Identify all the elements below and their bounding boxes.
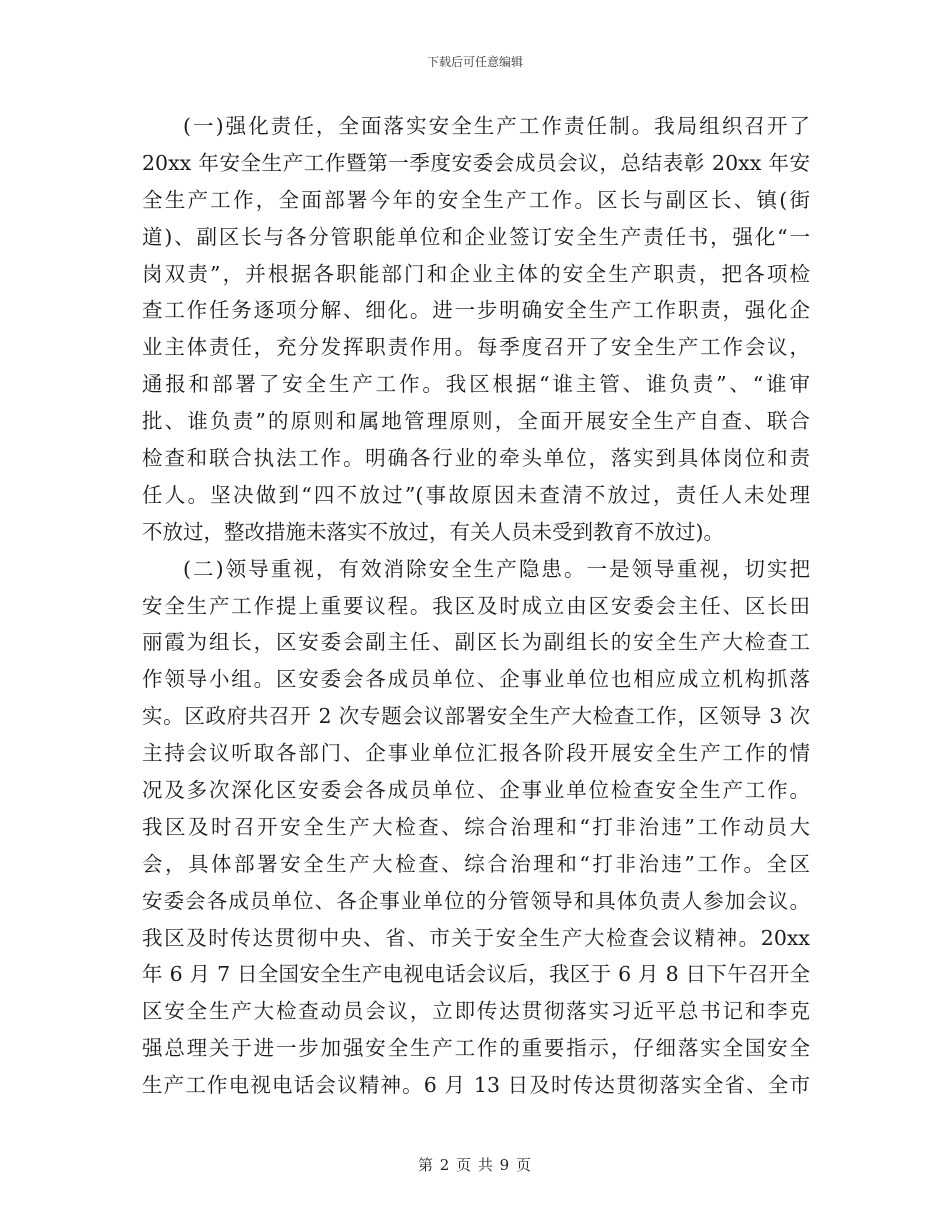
paragraph-line: 实。区政府共召开 2 次专题会议部署安全生产大检查工作，区领导 3 次 — [142, 704, 810, 729]
paragraph-line: 20xx 年安全生产工作暨第一季度安委会成员会议，总结表彰 20xx 年安 — [142, 150, 810, 175]
paragraph-line: (一)强化责任，全面落实安全生产工作责任制。我局组织召开了 — [183, 114, 810, 138]
paragraph-line: 我区及时召开安全生产大检查、综合治理和“打非治违”工作动员大 — [142, 814, 810, 839]
paragraph-line: 安委会各成员单位、各企事业单位的分管领导和具体负责人参加会议。 — [142, 888, 810, 913]
paragraph-line: 会，具体部署安全生产大检查、综合治理和“打非治违”工作。全区 — [142, 851, 810, 876]
paragraph-line: 丽霞为组长，区安委会副主任、副区长为副组长的安全生产大检查工 — [142, 630, 810, 655]
paragraph-line: 道)、副区长与各分管职能单位和企业签订安全生产责任书，强化“一 — [142, 224, 810, 249]
paragraph-line: 全生产工作，全面部署今年的安全生产工作。区长与副区长、镇(街 — [142, 187, 810, 212]
paragraph-line: 批、谁负责”的原则和属地管理原则，全面开展安全生产自查、联合 — [142, 409, 810, 434]
paragraph-line: 区安全生产大检查动员会议，立即传达贯彻落实习近平总书记和李克 — [142, 999, 810, 1024]
paragraph-line: 生产工作电视电话会议精神。6 月 13 日及时传达贯彻落实全省、全市 — [142, 1073, 810, 1098]
paragraph-line: 查工作任务逐项分解、细化。进一步明确安全生产工作职责，强化企 — [142, 298, 810, 323]
paragraph-line: 我区及时传达贯彻中央、省、市关于安全生产大检查会议精神。20xx — [142, 925, 810, 950]
page-header-note: 下载后可任意编辑 — [426, 55, 523, 69]
document-body — [142, 108, 810, 1104]
paragraph-line: 年 6 月 7 日全国安全生产电视电话会议后，我区于 6 月 8 日下午召开全 — [142, 962, 810, 987]
paragraph-line: 任人。坚决做到“四不放过”(事故原因未查清不放过，责任人未处理 — [142, 482, 810, 507]
paragraph-line: 安全生产工作提上重要议程。我区及时成立由区安委会主任、区长田 — [142, 593, 810, 618]
page-number: 第 2 页 共 9 页 — [418, 1156, 532, 1174]
paragraph-line: 况及多次深化区安委会各成员单位、企事业单位检查安全生产工作。 — [142, 778, 810, 803]
paragraph-line: 通报和部署了安全生产工作。我区根据“谁主管、谁负责”、“谁审 — [142, 372, 810, 397]
paragraph-line: 业主体责任，充分发挥职责作用。每季度召开了安全生产工作会议， — [142, 335, 810, 360]
paragraph-line: (二)领导重视，有效消除安全生产隐患。一是领导重视，切实把 — [183, 556, 810, 581]
paragraph-line: 作领导小组。区安委会各成员单位、企事业单位也相应成立机构抓落 — [142, 667, 810, 692]
paragraph-line: 强总理关于进一步加强安全生产工作的重要指示，仔细落实全国安全 — [142, 1036, 810, 1061]
paragraph-line: 检查和联合执法工作。明确各行业的牵头单位，落实到具体岗位和责 — [142, 446, 810, 471]
paragraph-line: 主持会议听取各部门、企事业单位汇报各阶段开展安全生产工作的情 — [142, 741, 810, 766]
paragraph-line: 不放过，整改措施未落实不放过，有关人员未受到教育不放过)。 — [142, 519, 724, 544]
paragraph-line: 岗双责”，并根据各职能部门和企业主体的安全生产职责，把各项检 — [142, 261, 810, 286]
